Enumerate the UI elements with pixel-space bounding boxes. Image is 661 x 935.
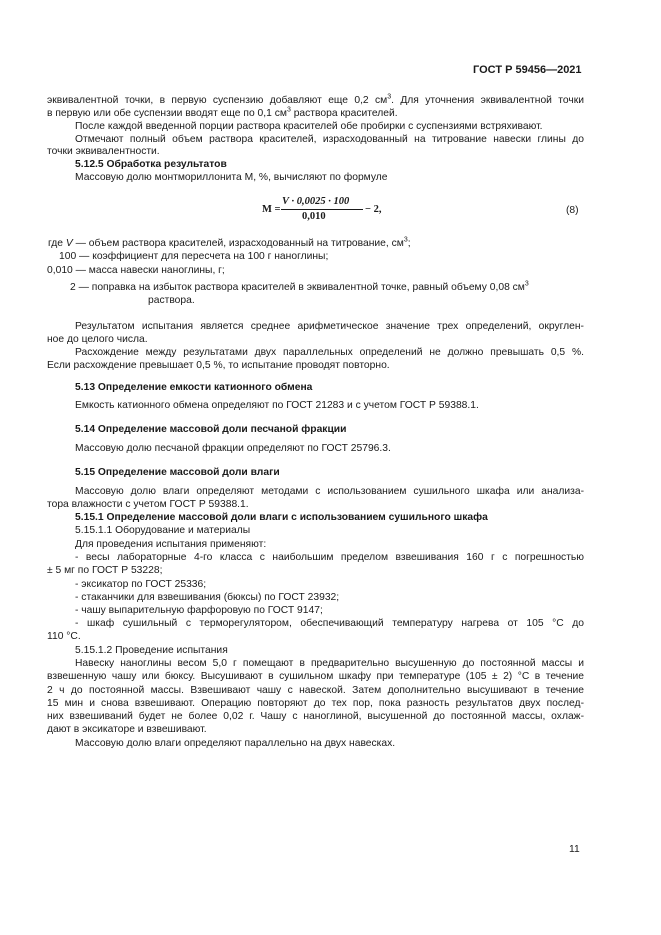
text-line: После каждой введенной порции раствора красителей обе пробирки с суспензиями встряхивают. [75, 121, 543, 132]
list-item: - чашу выпарительную фарфоровую по ГОСТ 9147; [75, 605, 323, 616]
text-line: Навеску наноглины весом 5,0 г помещают в предварительно высушенную до постоянной массы и [75, 658, 584, 669]
list-item: - стаканчики для взвешивания (бюксы) по ГОСТ 23932; [75, 592, 340, 603]
list-item: - весы лабораторные 4-го класса с наибольшим пределом взвешивания 160 г с погрешностью [75, 552, 584, 563]
list-item: - шкаф сушильный с терморегулятором, обеспечивающий температуру нагрева от 105 °С до [75, 618, 584, 629]
text-line: эквивалентной точки, в первую суспензию добавляют еще 0,2 $см^3$. Для уточнения эквивалентной точки [47, 93, 584, 106]
where-line-v: где V — объем раствора красителей, израсходованный на титрование, $см^3$; [48, 236, 411, 249]
where-line-mass: 0,010 — масса навески наноглины, г; [47, 265, 225, 276]
formula-numerator: V · 0,0025 · 100 [282, 196, 350, 207]
formula-lhs: М = [262, 204, 281, 215]
text-line: Отмечают полный объем раствора красителей, израсходованный на титрование навески глины до [75, 134, 584, 145]
text-line: тора влажности с учетом ГОСТ Р 59388.1. [47, 499, 249, 510]
text-line: Результатом испытания является среднее арифметическое значение трех определений, округлен- [75, 321, 584, 332]
subsection-heading: 5.15.1.2 Проведение испытания [75, 645, 228, 656]
where-line-100: 100 — коэффициент для пересчета на 100 г наноглины; [59, 251, 329, 262]
text-line: Массовую долю влаги определяют методами с использованием сушильного шкафа или анализа- [75, 486, 584, 497]
formula-8 [262, 196, 382, 224]
text-line: ное до целого числа. [47, 334, 148, 345]
standard-header: ГОСТ Р 59456—2021 [473, 64, 582, 76]
formula-tail: − 2, [365, 204, 382, 215]
section-heading-5-14: 5.14 Определение массовой доли песчаной фракции [75, 424, 347, 435]
text-line: Если расхождение превышает 0,5 %, то испытание проводят повторно. [47, 360, 390, 371]
text-line: Расхождение между результатами двух параллельных определений не должно превышать 0,5 %. [75, 347, 584, 358]
text-line: Массовую долю влаги определяют параллельно на двух навесках. [75, 738, 396, 749]
text-line: них взвешиваний будет не более 0,02 г. Чашу с наноглиной, высушенной до постоянной массы, охлаж- [47, 711, 584, 722]
subsection-heading: 5.15.1.1 Оборудование и материалы [75, 525, 251, 536]
text-line: взвешенную чашу или бюксу. Высушивают в сушильном шкафу при температуре (105 ± 2) °С в течение [47, 671, 584, 682]
list-item-cont: ± 5 мг по ГОСТ Р 53228; [47, 565, 163, 576]
page-number: 11 [569, 844, 580, 855]
fraction-bar [281, 209, 363, 210]
text-line: точки эквивалентности. [47, 146, 160, 157]
text-line: Для проведения испытания применяют: [75, 539, 267, 550]
section-heading-5-15: 5.15 Определение массовой доли влаги [75, 467, 280, 478]
equation-number: (8) [566, 205, 579, 216]
where-line-correction-cont: раствора. [148, 295, 195, 306]
text-line: Массовую долю монтмориллонита М, %, вычисляют по формуле [75, 172, 388, 183]
text-line: в первую или обе суспензии вводят еще по 0,1 $см^3$ раствора красителей. [47, 106, 398, 119]
list-item: - эксикатор по ГОСТ 25336; [75, 579, 207, 590]
text-line: Массовую долю песчаной фракции определяют по ГОСТ 25796.3. [75, 443, 391, 454]
text-line: 2 ч до постоянной массы. Взвешивают чашу с навеской. Затем дополнительно высушивают в течение [47, 685, 584, 696]
text-line: Емкость катионного обмена определяют по ГОСТ 21283 и с учетом ГОСТ Р 59388.1. [75, 400, 479, 411]
section-heading-5-13: 5.13 Определение емкости катионного обмена [75, 382, 313, 393]
section-heading-5-15-1: 5.15.1 Определение массовой доли влаги с использованием сушильного шкафа [75, 512, 488, 523]
text-line: дают в эксикаторе и взвешивают. [47, 724, 207, 735]
formula-denominator: 0,010 [302, 211, 326, 222]
section-heading-5-12-5: 5.12.5 Обработка результатов [75, 159, 227, 170]
list-item-cont: 110 °С. [47, 631, 81, 642]
where-line-correction: 2 — поправка на избыток раствора красителей в эквивалентной точке, равный объему 0,08 $см^3$ [70, 280, 529, 293]
text-line: 15 мин и снова взвешивают. Операцию повторяют до тех пор, пока разность результатов двух послед- [47, 698, 584, 709]
